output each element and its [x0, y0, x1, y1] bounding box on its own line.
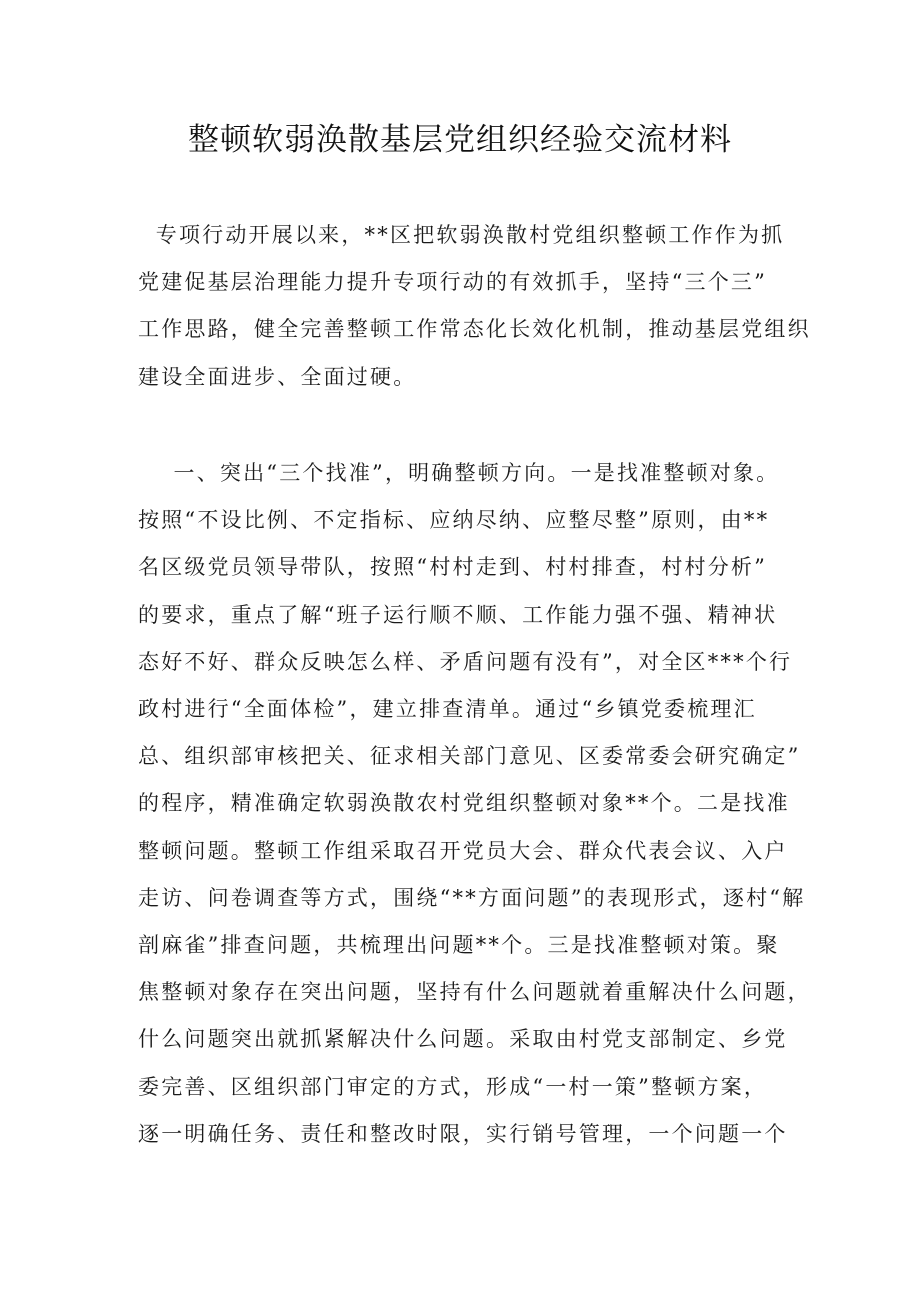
paragraph-line: 一、突出“三个找准”，明确整顿方向。一是找准整顿对象。 [138, 461, 780, 485]
paragraph-line: 名区级党员领导带队，按照“村村走到、村村排查，村村分析” [138, 555, 768, 580]
paragraph-line: 的程序，精准确定软弱涣散农村党组织整顿对象**个。二是找准 [138, 791, 790, 816]
paragraph-line: 总、组织部审核把关、征求相关部门意见、区委常委会研究确定” [138, 744, 801, 769]
paragraph-line: 剖麻雀”排查问题，共梳理出问题**个。三是找准整顿对策。聚 [138, 933, 780, 958]
paragraph-line: 专项行动开展以来，**区把软弱涣散村党组织整顿工作作为抓 [138, 223, 785, 247]
paragraph-line: 工作思路，健全完善整顿工作常态化长效化机制，推动基层党组织 [138, 317, 811, 342]
paragraph-section-one [138, 450, 810, 1158]
paragraph-line: 什么问题突出就抓紧解决什么问题。采取由村党支部制定、乡党 [138, 1027, 788, 1052]
paragraph-line: 政村进行“全面体检”，建立排查清单。通过“乡镇党委梳理汇 [138, 697, 757, 722]
paragraph-line: 整顿问题。整顿工作组采取召开党员大会、群众代表会议、入户 [138, 838, 788, 863]
paragraph-line: 态好不好、群众反映怎么样、矛盾问题有没有”，对全区***个行 [138, 649, 793, 674]
paragraph-line: 建设全面进步、全面过硬。 [138, 364, 417, 389]
paragraph-line: 走访、问卷调查等方式，围绕“**方面问题”的表现形式，逐村“解 [138, 885, 806, 910]
paragraph-intro [138, 212, 810, 401]
paragraph-line: 委完善、区组织部门审定的方式，形成“一村一策”整顿方案， [138, 1074, 768, 1099]
paragraph-line: 焦整顿对象存在突出问题，坚持有什么问题就着重解决什么问题， [138, 980, 811, 1005]
paragraph-line: 逐一明确任务、责任和整改时限，实行销号管理，一个问题一个 [138, 1121, 788, 1146]
paragraph-line: 党建促基层治理能力提升专项行动的有效抓手，坚持“三个三” [138, 270, 768, 295]
paragraph-line: 按照“不设比例、不定指标、应纳尽纳、应整尽整”原则，由** [138, 508, 770, 533]
document-title: 整顿软弱涣散基层党组织经验交流材料 [188, 122, 732, 158]
paragraph-line: 的要求，重点了解“班子运行顺不顺、工作能力强不强、精神状 [138, 602, 778, 627]
